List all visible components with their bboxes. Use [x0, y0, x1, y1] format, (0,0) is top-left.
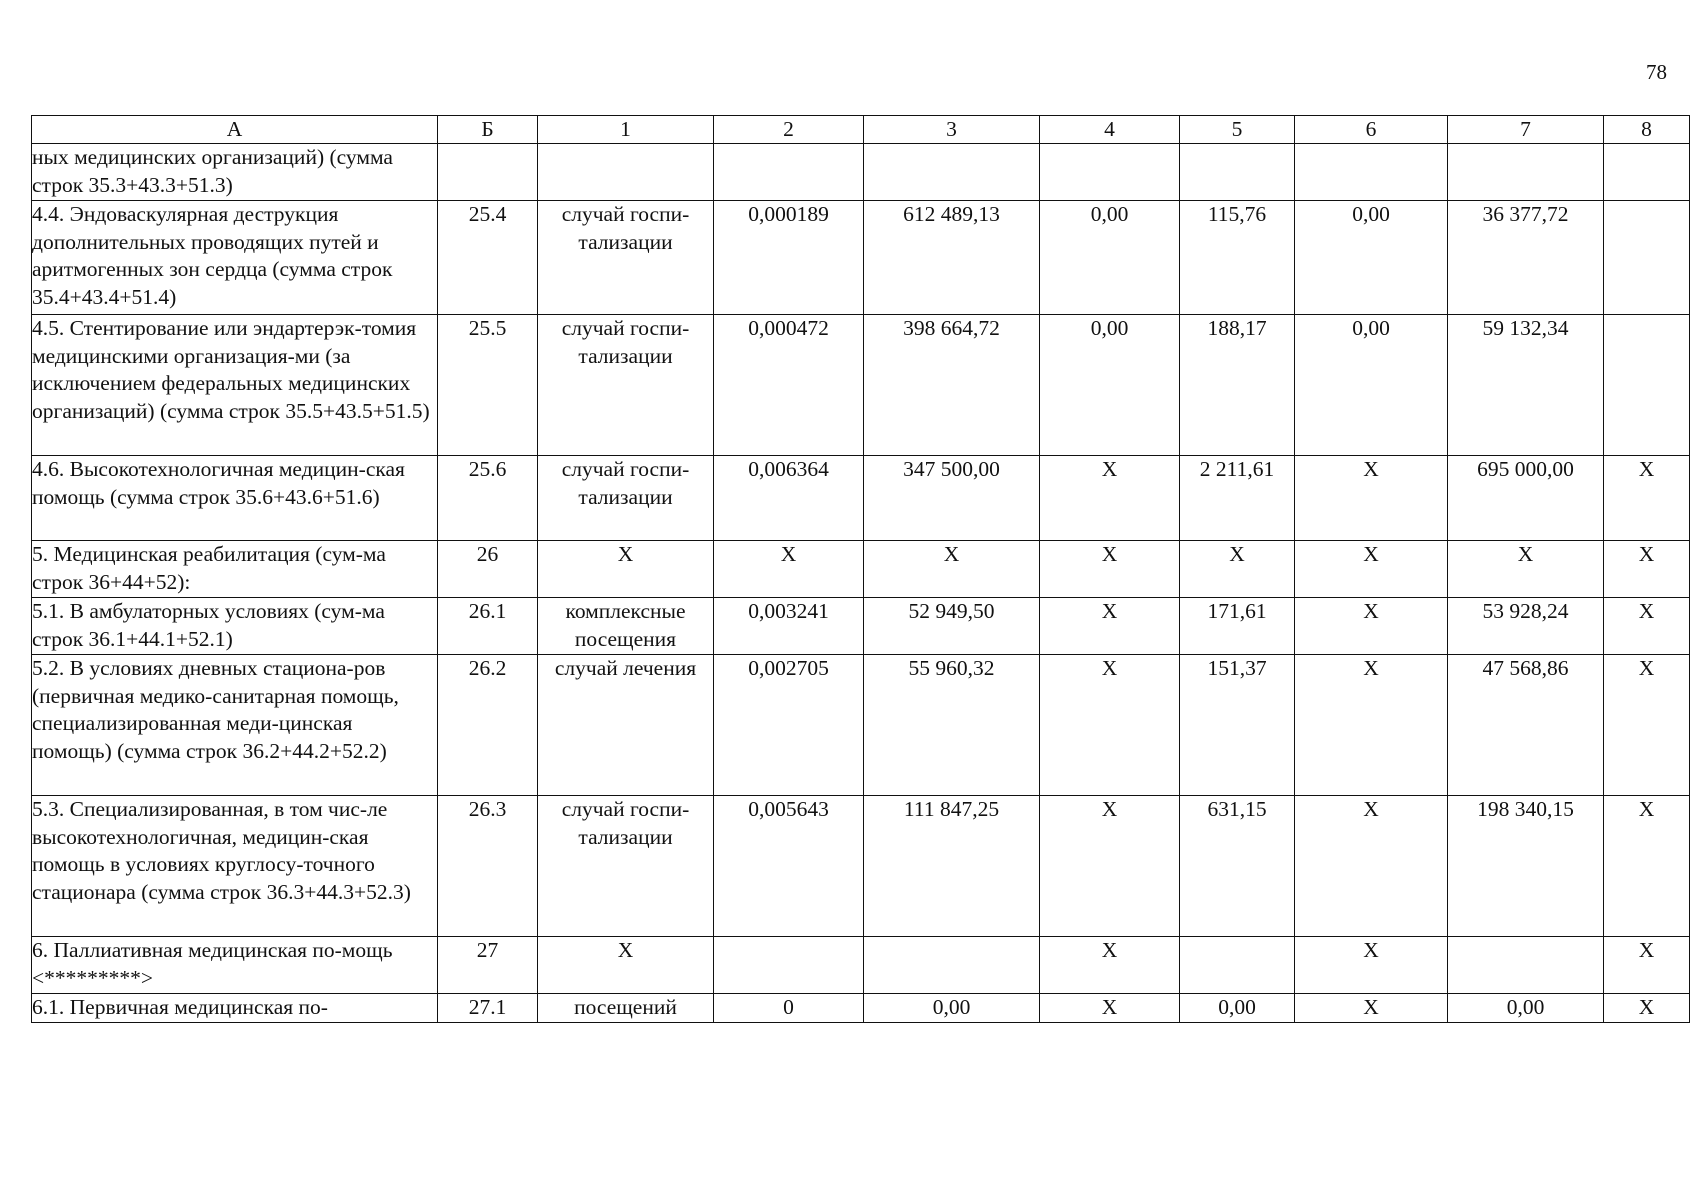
- value-cell: X: [1295, 541, 1448, 598]
- unit-cell: [538, 144, 714, 201]
- table-row: [32, 144, 1690, 201]
- header-cell: 6: [1295, 116, 1448, 144]
- value-cell: X: [1040, 598, 1180, 655]
- unit-cell: посещений: [538, 994, 714, 1023]
- row-description: 5.2. В условиях дневных стациона-ров (первичная медико-санитарная помощь, специализированная меди-цинская помощь) (сумма строк 36.2+44.2+52.2): [32, 655, 438, 796]
- row-description: 4.4. Эндоваскулярная деструкция дополнительных проводящих путей и аритмогенных зон сердца (сумма строк 35.4+43.4+51.4): [32, 201, 438, 315]
- value-cell: [1448, 937, 1604, 994]
- value-cell: 612 489,13: [864, 201, 1040, 315]
- header-cell: 2: [714, 116, 864, 144]
- unit-cell: случай лечения: [538, 655, 714, 796]
- value-cell: X: [1604, 937, 1690, 994]
- value-cell: 111 847,25: [864, 796, 1040, 937]
- value-cell: 0,00: [1295, 201, 1448, 315]
- value-cell: X: [1040, 937, 1180, 994]
- value-cell: [1604, 144, 1690, 201]
- value-cell: 151,37: [1180, 655, 1295, 796]
- value-cell: 171,61: [1180, 598, 1295, 655]
- value-cell: 0,006364: [714, 456, 864, 541]
- value-cell: [1180, 144, 1295, 201]
- row-number: 25.5: [438, 315, 538, 456]
- row-description: 6. Паллиативная медицинская по-мощь <*********>: [32, 937, 438, 994]
- value-cell: X: [1604, 456, 1690, 541]
- value-cell: 36 377,72: [1448, 201, 1604, 315]
- value-cell: X: [1040, 655, 1180, 796]
- header-cell: 8: [1604, 116, 1690, 144]
- row-number: 26: [438, 541, 538, 598]
- row-number: 25.6: [438, 456, 538, 541]
- value-cell: 347 500,00: [864, 456, 1040, 541]
- row-number: 26.2: [438, 655, 538, 796]
- unit-cell: X: [538, 541, 714, 598]
- table-row: [32, 541, 1690, 598]
- value-cell: 0,00: [1448, 994, 1604, 1023]
- row-description: 6.1. Первичная медицинская по-: [32, 994, 438, 1023]
- value-cell: 0,005643: [714, 796, 864, 937]
- value-cell: 0,00: [1040, 201, 1180, 315]
- value-cell: X: [1295, 937, 1448, 994]
- header-cell: 4: [1040, 116, 1180, 144]
- value-cell: [1604, 201, 1690, 315]
- value-cell: [864, 937, 1040, 994]
- unit-cell: случай госпи-тализации: [538, 796, 714, 937]
- value-cell: [1040, 144, 1180, 201]
- value-cell: 198 340,15: [1448, 796, 1604, 937]
- value-cell: 188,17: [1180, 315, 1295, 456]
- unit-cell: случай госпи-тализации: [538, 315, 714, 456]
- value-cell: X: [1604, 598, 1690, 655]
- table-row: [32, 456, 1690, 541]
- value-cell: [1448, 144, 1604, 201]
- value-cell: 115,76: [1180, 201, 1295, 315]
- value-cell: X: [1040, 796, 1180, 937]
- value-cell: 0,000472: [714, 315, 864, 456]
- financing-table: [31, 115, 1690, 1023]
- row-description: 5. Медицинская реабилитация (сум-ма строк 36+44+52):: [32, 541, 438, 598]
- value-cell: 0,002705: [714, 655, 864, 796]
- value-cell: X: [1040, 541, 1180, 598]
- table-row: [32, 598, 1690, 655]
- row-description: ных медицинских организаций) (сумма строк 35.3+43.3+51.3): [32, 144, 438, 201]
- row-description: 5.1. В амбулаторных условиях (сум-ма строк 36.1+44.1+52.1): [32, 598, 438, 655]
- header-cell: 1: [538, 116, 714, 144]
- value-cell: X: [1295, 994, 1448, 1023]
- value-cell: 59 132,34: [1448, 315, 1604, 456]
- unit-cell: X: [538, 937, 714, 994]
- unit-cell: случай госпи-тализации: [538, 456, 714, 541]
- unit-cell: случай госпи-тализации: [538, 201, 714, 315]
- value-cell: X: [1295, 456, 1448, 541]
- value-cell: X: [1295, 796, 1448, 937]
- row-number: 26.1: [438, 598, 538, 655]
- row-number: 27.1: [438, 994, 538, 1023]
- unit-cell: комплексные посещения: [538, 598, 714, 655]
- value-cell: 631,15: [1180, 796, 1295, 937]
- value-cell: 398 664,72: [864, 315, 1040, 456]
- value-cell: 47 568,86: [1448, 655, 1604, 796]
- header-cell: 7: [1448, 116, 1604, 144]
- value-cell: X: [714, 541, 864, 598]
- header-cell: 5: [1180, 116, 1295, 144]
- value-cell: [1295, 144, 1448, 201]
- row-description: 5.3. Специализированная, в том чис-ле высокотехнологичная, медицин-ская помощь в условиях круглосу-точного стационара (сумма строк 36.3+44.3+52.3): [32, 796, 438, 937]
- value-cell: 0,000189: [714, 201, 864, 315]
- value-cell: [864, 144, 1040, 201]
- value-cell: X: [1040, 994, 1180, 1023]
- table-row: [32, 315, 1690, 456]
- value-cell: [714, 937, 864, 994]
- row-number: 27: [438, 937, 538, 994]
- value-cell: 0: [714, 994, 864, 1023]
- row-description: 4.5. Стентирование или эндартерэк-томия медицинскими организация-ми (за исключением федеральных медицинских организаций) (сумма строк 35.5+43.5+51.5): [32, 315, 438, 456]
- value-cell: X: [1040, 456, 1180, 541]
- value-cell: X: [864, 541, 1040, 598]
- value-cell: 0,00: [1295, 315, 1448, 456]
- value-cell: [1180, 937, 1295, 994]
- value-cell: [714, 144, 864, 201]
- header-cell: Б: [438, 116, 538, 144]
- value-cell: X: [1295, 598, 1448, 655]
- value-cell: X: [1448, 541, 1604, 598]
- row-number: 26.3: [438, 796, 538, 937]
- table-row: [32, 655, 1690, 796]
- value-cell: 0,00: [864, 994, 1040, 1023]
- table-row: [32, 201, 1690, 315]
- value-cell: X: [1180, 541, 1295, 598]
- header-cell: А: [32, 116, 438, 144]
- row-description: 4.6. Высокотехнологичная медицин-ская помощь (сумма строк 35.6+43.6+51.6): [32, 456, 438, 541]
- value-cell: 695 000,00: [1448, 456, 1604, 541]
- value-cell: [1604, 315, 1690, 456]
- page-number: 78: [1646, 60, 1667, 84]
- value-cell: X: [1604, 655, 1690, 796]
- value-cell: 0,00: [1040, 315, 1180, 456]
- value-cell: 0,00: [1180, 994, 1295, 1023]
- value-cell: 2 211,61: [1180, 456, 1295, 541]
- value-cell: X: [1604, 541, 1690, 598]
- value-cell: X: [1604, 796, 1690, 937]
- table-row: [32, 937, 1690, 994]
- value-cell: X: [1295, 655, 1448, 796]
- value-cell: X: [1604, 994, 1690, 1023]
- value-cell: 52 949,50: [864, 598, 1040, 655]
- value-cell: 53 928,24: [1448, 598, 1604, 655]
- table-row: [32, 994, 1690, 1023]
- row-number: 25.4: [438, 201, 538, 315]
- value-cell: 0,003241: [714, 598, 864, 655]
- value-cell: 55 960,32: [864, 655, 1040, 796]
- row-number: [438, 144, 538, 201]
- table-row: [32, 796, 1690, 937]
- header-row: [32, 116, 1690, 144]
- header-cell: 3: [864, 116, 1040, 144]
